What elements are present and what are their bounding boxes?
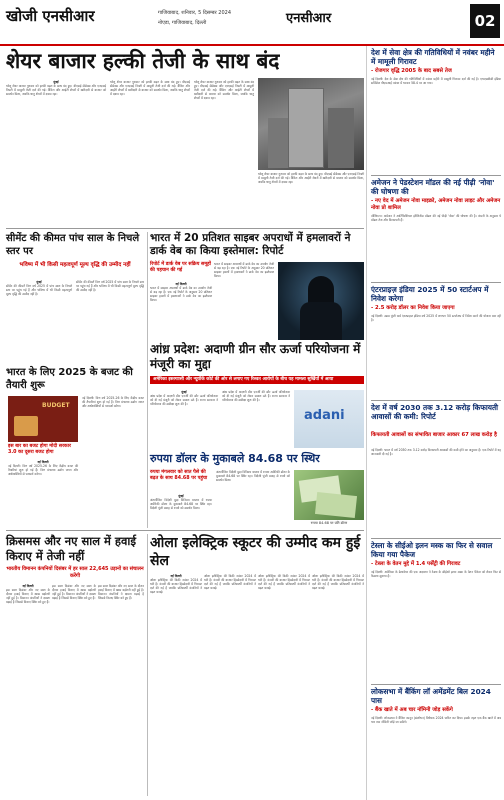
- rupee-body-text-2: अंतरबैंकिंग विदेशी मुद्रा विनिमय बाजार में रुपया अमेरिकी डॉलर के मुकाबले 84.68 पर स्थिर रहा। विदेशी पूंजी प्रवाह से रुपये को समर्थन मिला।: [216, 470, 290, 482]
- rupee-body: [150, 494, 212, 528]
- ola-body-col4: [312, 574, 364, 796]
- section-title: एनसीआर: [286, 11, 332, 26]
- adani-byline: मुंबई: [181, 390, 187, 394]
- services-headline: देश में सेवा क्षेत्र की गतिविधियों में नवंबर महीने में मामूली गिरावट: [371, 48, 495, 66]
- ola-headline: ओला इलेक्ट्रिक स्कूटर की उम्मीद कम हुई सेल: [150, 535, 361, 569]
- banking-bill-sub: - बैंक खाते में अब चार नॉमिनी जोड़ सकेंगे: [371, 707, 453, 713]
- adani-logo-text: adani: [304, 408, 345, 423]
- musk-body: नई दिल्ली: अमेरिका के डेलावेयर की एक अदालत ने टेस्ला के सीईओ इलन मस्क के वेतन पैकेज को लेकर फिर से फैसला सुनाया है।: [371, 570, 501, 578]
- lead-byline: मुंबई: [53, 80, 59, 84]
- cyber-body-text-2: भारत में साइबर अपराधों में डार्क वेब का उपयोग तेजी से बढ़ रहा है। एक नई रिपोर्ट के अनुसार 20 प्रतिशत साइबर हमलों में हमलावरों ने डार्क वेब का इस्तेमाल किया।: [214, 262, 274, 278]
- cement-byline: मुंबई: [36, 280, 42, 284]
- budget-headline: भारत के लिए 2025 के बजट की तैयारी शुरू: [6, 367, 133, 391]
- cement-body-text: सीमेंट की कीमतें वित्त वर्ष 2025 में पांच साल के निचले स्तर पर पहुंच गई हैं और भविष्य में भी किसी महत्वपूर्ण मूल्य वृद्धि की उम्मीद नहीं है।: [6, 284, 72, 296]
- adani-body-text-2: आंध्र प्रदेश में अदाणी ग्रीन एनर्जी की सौर ऊर्जा परियोजना को दी गई मंजूरी को लेकर सवाल उठे हैं। राज्य सरकार ने परियोजना की समीक्षा शुरू की है।: [222, 390, 290, 402]
- newspaper-brand: खोजी एनसीआर: [6, 7, 95, 25]
- adani-logo-photo: [294, 390, 364, 448]
- dateline-sub: नोएडा, गाजियाबाद, दिल्ली: [158, 20, 207, 26]
- budget-body-text-2: नई दिल्ली: वित्त वर्ष 2025-26 के लिए केंद्रीय बजट की तैयारियां शुरू हो गई हैं। वित्त मंत्रालय उद्योग जगत और अर्थशास्त्रियों से परामर्श करेगा।: [82, 396, 144, 408]
- budget-byline: नई दिल्ली: [37, 460, 49, 464]
- startups-sub: - 2.5 करोड़ डॉलर का निवेश किया जाएगा: [371, 305, 455, 311]
- rupee-subheadline: रुपया मंगलवार को सात पैसे की बढ़त के साथ 84.68 पर पहुंचा: [150, 470, 208, 481]
- ola-byline: नई दिल्ली: [170, 574, 182, 578]
- airfare-body-text-2: इस साल दिसंबर और नए साल के दौरान हवाई किराए में खास बढ़ोतरी नहीं हुई है। विमानन कंपनियों ने क्षमता बढ़ाई है जिससे किराए स्थिर बने हुए हैं।: [52, 584, 96, 600]
- lead-body-text-3: घरेलू शेयर बाजार गुरुवार को हल्की बढ़त के साथ बंद हुए। बीएसई सेंसेक्स और एनएसई निफ्टी में मामूली तेजी दर्ज की गई। बैंकिंग और आईटी शेयरों में खरीदारी से बाजार को समर्थन मिला, जबकि धातु शेयरों में दबाव रहा।: [194, 80, 254, 100]
- rupee-body-text: अंतरबैंकिंग विदेशी मुद्रा विनिमय बाजार में रुपया अमेरिकी डॉलर के मुकाबले 84.68 पर स्थिर रहा। विदेशी पूंजी प्रवाह से रुपये को समर्थन मिला।: [150, 498, 212, 510]
- musk-headline: टेस्ला के सीईओ इलन मस्क का फिर से सवाल किया गया पैकेज: [371, 541, 493, 559]
- rupee-body-col2: [216, 470, 290, 528]
- cyber-body: [150, 282, 212, 340]
- ola-body-text-3: ओला इलेक्ट्रिक की बिक्री नवंबर 2024 में घटी है। कंपनी की बाजार हिस्सेदारी में गिरावट दर्ज की गई है जबकि प्रतिस्पर्धी कंपनियों ने बढ़त बनाई।: [258, 574, 310, 590]
- sensex-building-photo: [258, 78, 364, 170]
- amazon-sub: - नए वेद में अमेजन नोवा माइक्रो, अमेजन नोवा लाइट और अमेजन नोवा प्रो शामिल: [371, 198, 501, 211]
- adani-subheadline: अमेरिका इस्तगाासी और न्यूयॉर्क कोर्ट की ओर से लगाए गए रिश्वत आरोपों के बीच यह मामला सुर्खियों में आया: [150, 376, 364, 384]
- homes-body: नई दिल्ली: भारत में वर्ष 2030 तक 3.12 करोड़ किफायती आवासों की कमी होने का अनुमान है। एक रिपोर्ट में यह जानकारी दी गई है।: [371, 448, 501, 456]
- ola-body-col2: [204, 574, 256, 796]
- lead-body-text-2: घरेलू शेयर बाजार गुरुवार को हल्की बढ़त के साथ बंद हुए। बीएसई सेंसेक्स और एनएसई निफ्टी में मामूली तेजी दर्ज की गई। बैंकिंग और आईटी शेयरों में खरीदारी से बाजार को समर्थन मिला, जबकि धातु शेयरों में दबाव रहा।: [110, 80, 190, 96]
- budget-body-col2: [82, 396, 144, 528]
- banking-bill-body: नई दिल्ली: लोकसभा ने बैंकिंग कानून (संशोधन) विधेयक 2024 पारित कर दिया। इसके तहत एक बैंक खाते में अब चार तक नॉमिनी जोड़े जा सकेंगे।: [371, 716, 501, 724]
- budget-subheadline: इस बार का बजट होगा मोदी सरकार 3.0 का दूसरा बजट होगा: [8, 444, 71, 455]
- airfare-subheadline: भारतीय विमानन कंपनियों दिसंबर में हर साल 22,645 उड़ानों का संचालन करेंगी: [6, 566, 144, 579]
- briefs-column: [366, 46, 502, 800]
- budget-photo: [8, 396, 78, 442]
- cement-headline: सीमेंट की कीमत पांच साल के निचले स्तर पर: [6, 233, 140, 257]
- airfare-headline: क्रिसमस और नए साल में हवाई किराए में तेजी नहीं: [6, 534, 137, 563]
- startups-body: नई दिल्ली: उद्यम पूंजी फर्म एंटरप्राइज इंडिया वर्ष 2025 में लगभग 50 स्टार्टअप में निवेश करने की योजना बना रही है।: [371, 314, 501, 322]
- adani-body-text: आंध्र प्रदेश में अदाणी ग्रीन एनर्जी की सौर ऊर्जा परियोजना को दी गई मंजूरी को लेकर सवाल उठे हैं। राज्य सरकार ने परियोजना की समीक्षा शुरू की है।: [150, 394, 218, 406]
- page-number: 02: [470, 4, 500, 38]
- cement-subheadline: भविष्य में भी किसी महत्वपूर्ण मूल्य वृद्धि की उम्मीद नहीं: [19, 262, 131, 268]
- lead-body-col2: [110, 80, 190, 226]
- hacker-photo: [278, 262, 364, 340]
- cement-body-col2: [76, 280, 144, 362]
- lead-body-col3: [194, 80, 254, 226]
- rupee-photo-caption: [294, 521, 364, 525]
- ola-body-text-4: ओला इलेक्ट्रिक की बिक्री नवंबर 2024 में घटी है। कंपनी की बाजार हिस्सेदारी में गिरावट दर्ज की गई है जबकि प्रतिस्पर्धी कंपनियों ने बढ़त बनाई।: [312, 574, 364, 590]
- lead-body: [6, 80, 106, 226]
- dateline: गाजियाबाद, शनिवार, 5 दिसम्बर 2024: [158, 10, 232, 16]
- homes-headline: देश में वर्ष 2030 तक 3.12 करोड़ किफायती आवासों की कमी: रिपोर्ट: [371, 403, 499, 421]
- rupee-byline: मुंबई: [178, 494, 184, 498]
- rupee-caption-2: प्रति डॉलर: [334, 521, 348, 525]
- budget-photo-label: BUDGET: [42, 402, 70, 409]
- lead-body-text-4: घरेलू शेयर बाजार गुरुवार को हल्की बढ़त के साथ बंद हुए। बीएसई सेंसेक्स और एनएसई निफ्टी में मामूली तेजी दर्ज की गई। बैंकिंग और आईटी शेयरों में खरीदारी से बाजार को समर्थन मिला, जबकि धातु शेयरों में दबाव रहा।: [258, 172, 364, 184]
- cement-body-text-2: सीमेंट की कीमतें वित्त वर्ष 2025 में पांच साल के निचले स्तर पर पहुंच गई हैं और भविष्य में भी किसी महत्वपूर्ण मूल्य वृद्धि की उम्मीद नहीं है।: [76, 280, 144, 292]
- lead-body-col4: [258, 172, 364, 226]
- banking-bill-headline: लोकसभा में बैंकिंग लॉ अमेंडमेंट बिल 2024 पास: [371, 687, 491, 705]
- rupee-headline: रुपया डॉलर के मुकाबले 84.68 पर स्थिर: [150, 452, 320, 465]
- cement-body: [6, 280, 72, 362]
- amazon-body: वॉशिंगटन: अमेजन ने आर्टिफिशियल इंटेलिजेंस मॉडल की नई पीढ़ी 'नोवा' की घोषणा की है। कंपनी के अनुसार ये मॉडल तेज और किफायती हैं।: [371, 214, 501, 222]
- rupee-caption-1: रुपया 84.68 पर: [310, 521, 334, 525]
- lead-body-text: घरेलू शेयर बाजार गुरुवार को हल्की बढ़त के साथ बंद हुए। बीएसई सेंसेक्स और एनएसई निफ्टी में मामूली तेजी दर्ज की गई। बैंकिंग और आईटी शेयरों में खरीदारी से बाजार को समर्थन मिला, जबकि धातु शेयरों में दबाव रहा।: [6, 84, 106, 96]
- ola-body-col3: [258, 574, 310, 796]
- ola-body: [150, 574, 202, 796]
- cyber-callout: रिपोर्ट में डार्क वेब पर सक्रिय समूहों की पहचान की गई: [150, 262, 211, 273]
- lead-headline: शेयर बाजार हल्की तेजी के साथ बंद: [6, 49, 280, 73]
- adani-headline: आंध्र प्रदेश: अदाणी ग्रीन सौर ऊर्जा परियोजना में मंजूरी का मुद्दा: [150, 342, 361, 371]
- ola-body-text: ओला इलेक्ट्रिक की बिक्री नवंबर 2024 में घटी है। कंपनी की बाजार हिस्सेदारी में गिरावट दर्ज की गई है जबकि प्रतिस्पर्धी कंपनियों ने बढ़त बनाई।: [150, 578, 202, 594]
- masthead: [0, 0, 504, 46]
- amazon-headline: अमेजन ने पेडस्टेशन मॉडल की नई पीढ़ी 'नोवा' की घोषणा की: [371, 178, 495, 196]
- services-sub: - रोजगार वृद्धि 2005 के बाद सबसे तेज: [371, 68, 452, 74]
- cyber-headline: भारत में 20 प्रतिशत साइबर अपराधों में हमलावरों ने डार्क वेब का किया इस्तेमाल: रिपोर्ट: [150, 232, 351, 257]
- airfare-body-text-3: इस साल दिसंबर और नए साल के दौरान हवाई किराए में खास बढ़ोतरी नहीं हुई है। विमानन कंपनियों ने क्षमता बढ़ाई है जिससे किराए स्थिर बने हुए हैं।: [98, 584, 144, 600]
- homes-sub: किफायती आवासों का संभावित बाजार आकार 67 लाख करोड़ है: [371, 432, 497, 438]
- cyber-body-text: भारत में साइबर अपराधों में डार्क वेब का उपयोग तेजी से बढ़ रहा है। एक नई रिपोर्ट के अनुसार 20 प्रतिशत साइबर हमलों में हमलावरों ने डार्क वेब का इस्तेमाल किया।: [150, 286, 212, 302]
- cyber-byline: नई दिल्ली: [175, 282, 187, 286]
- rupee-photo: [294, 470, 364, 520]
- airfare-body-col3: [98, 584, 144, 796]
- startups-headline: एंटरप्राइज़ इंडिया 2025 में 50 स्टार्टअप में निवेश करेगा: [371, 285, 489, 303]
- airfare-body-text: इस साल दिसंबर और नए साल के दौरान हवाई किराए में खास बढ़ोतरी नहीं हुई है। विमानन कंपनियों ने क्षमता बढ़ाई है जिससे किराए स्थिर बने हुए हैं।: [6, 588, 50, 604]
- cyber-body-col2: [214, 262, 274, 340]
- airfare-body-col2: [52, 584, 96, 796]
- services-body: नई दिल्ली: देश के सेवा क्षेत्र की गतिविधियों में नवंबर महीने में मामूली गिरावट दर्ज की गई है। एचएसबीसी इंडिया सर्विसेज पीएमआई नवंबर में घटकर 58.4 पर आ गया।: [371, 77, 501, 85]
- airfare-byline: नई दिल्ली: [22, 584, 34, 588]
- musk-sub: - टेस्ला के वेतन मुद्दे में 1.4 पर्सेंट्री की गिरावट: [371, 561, 461, 567]
- airfare-body: [6, 584, 50, 796]
- budget-body-text: नई दिल्ली: वित्त वर्ष 2025-26 के लिए केंद्रीय बजट की तैयारियां शुरू हो गई हैं। वित्त मंत्रालय उद्योग जगत और अर्थशास्त्रियों से परामर्श करेगा।: [8, 464, 78, 476]
- budget-body: [8, 460, 78, 528]
- ola-body-text-2: ओला इलेक्ट्रिक की बिक्री नवंबर 2024 में घटी है। कंपनी की बाजार हिस्सेदारी में गिरावट दर्ज की गई है जबकि प्रतिस्पर्धी कंपनियों ने बढ़त बनाई।: [204, 574, 256, 590]
